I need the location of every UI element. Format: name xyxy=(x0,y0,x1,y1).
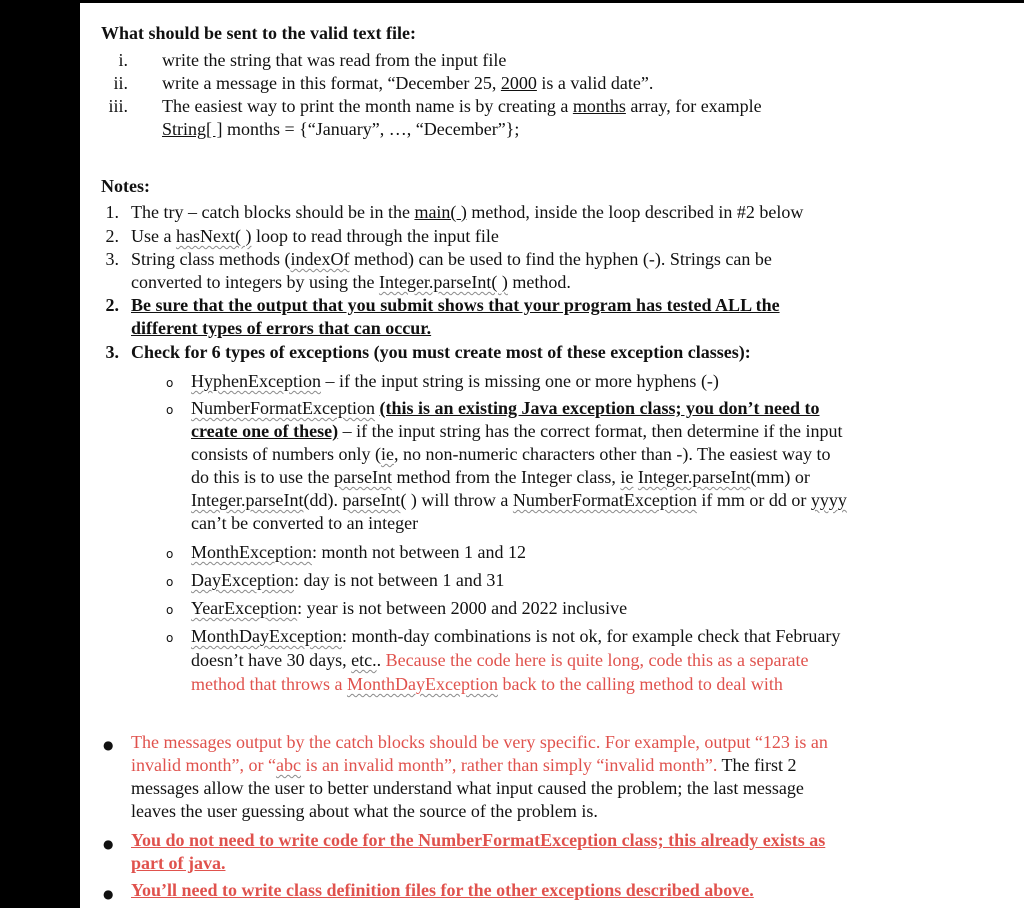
list-item-text: The easiest way to print the month name is by creating a months array, for example xyxy=(162,96,762,116)
note-text: The try – catch blocks should be in the main( ) method, inside the loop described in #2 below xyxy=(131,202,804,222)
bullet-text: You’ll need to write class definition files for the other exceptions described above. xyxy=(131,880,754,900)
list-number: 3. xyxy=(105,342,119,362)
bullet-text: You do not need to write code for the NumberFormatException class; this already exists as xyxy=(131,830,826,850)
notes-heading: Notes: xyxy=(101,176,150,196)
circle-bullet: o xyxy=(166,575,174,589)
list-number: i. xyxy=(118,50,128,70)
bullet-text: leaves the user guessing about what the source of the problem is. xyxy=(131,801,598,821)
exception-item: MonthDayException: month-day combinations is not ok, for example check that February xyxy=(191,626,841,646)
circle-bullet: o xyxy=(166,603,174,617)
bullet-text: messages allow the user to better understand what input caused the problem; the last message xyxy=(131,778,804,798)
list-item-text: String[ ] months = {“January”, …, “December”}; xyxy=(162,119,520,139)
exception-item: Integer.parseInt(dd). parseInt( ) will throw a NumberFormatException if mm or dd or yyyy xyxy=(191,490,847,510)
note-text: Check for 6 types of exceptions (you must create most of these exception classes): xyxy=(131,342,751,362)
list-number: 3. xyxy=(105,249,119,269)
note-text: converted to integers by using the Integer.parseInt( ) method. xyxy=(131,272,571,292)
bullet-dot: ● xyxy=(103,738,114,752)
bullet-text: part of java. xyxy=(131,853,226,873)
bullet-dot: ● xyxy=(103,837,114,851)
exception-item: create one of these) – if the input string has the correct format, then determine if the input xyxy=(191,421,843,441)
exception-item: NumberFormatException (this is an existing Java exception class; you don’t need to xyxy=(191,398,820,418)
bullet-dot: ● xyxy=(103,887,114,901)
exception-item: can’t be converted to an integer xyxy=(191,513,419,533)
list-number: ii. xyxy=(113,73,128,93)
note-text: Use a hasNext( ) loop to read through the input file xyxy=(131,226,499,246)
section-heading: What should be sent to the valid text file: xyxy=(101,23,416,43)
bullet-text: invalid month”, or “abc is an invalid month”, rather than simply “invalid month”. The first 2 xyxy=(131,755,797,775)
list-number: 2. xyxy=(105,295,119,315)
exception-item: HyphenException – if the input string is missing one or more hyphens (-) xyxy=(191,371,719,391)
exception-item: consists of numbers only (ie, no non-numeric characters other than -). The easiest way to xyxy=(191,444,831,464)
note-text: String class methods (indexOf method) can be used to find the hyphen (-). Strings can be xyxy=(131,249,772,269)
document-page xyxy=(80,3,1024,908)
list-number: 1. xyxy=(105,202,119,222)
exception-item: method that throws a MonthDayException back to the calling method to deal with xyxy=(191,674,783,694)
circle-bullet: o xyxy=(166,547,174,561)
bullet-text: The messages output by the catch blocks should be very specific. For example, output “123 is an xyxy=(131,732,828,752)
exception-item: doesn’t have 30 days, etc.. Because the code here is quite long, code this as a separate xyxy=(191,650,809,670)
exception-item: do this is to use the parseInt method from the Integer class, ie Integer.parseInt(mm) or xyxy=(191,467,810,487)
circle-bullet: o xyxy=(166,403,174,417)
exception-item: DayException: day is not between 1 and 31 xyxy=(191,570,505,590)
list-item-text: write a message in this format, “December 25, 2000 is a valid date”. xyxy=(162,73,654,93)
list-number: iii. xyxy=(108,96,128,116)
list-number: 2. xyxy=(105,226,119,246)
circle-bullet: o xyxy=(166,376,174,390)
note-text: different types of errors that can occur. xyxy=(131,318,432,338)
circle-bullet: o xyxy=(166,631,174,645)
note-text: Be sure that the output that you submit shows that your program has tested ALL the xyxy=(131,295,780,315)
exception-item: MonthException: month not between 1 and 12 xyxy=(191,542,526,562)
list-item-text: write the string that was read from the input file xyxy=(162,50,507,70)
exception-item: YearException: year is not between 2000 and 2022 inclusive xyxy=(191,598,628,618)
